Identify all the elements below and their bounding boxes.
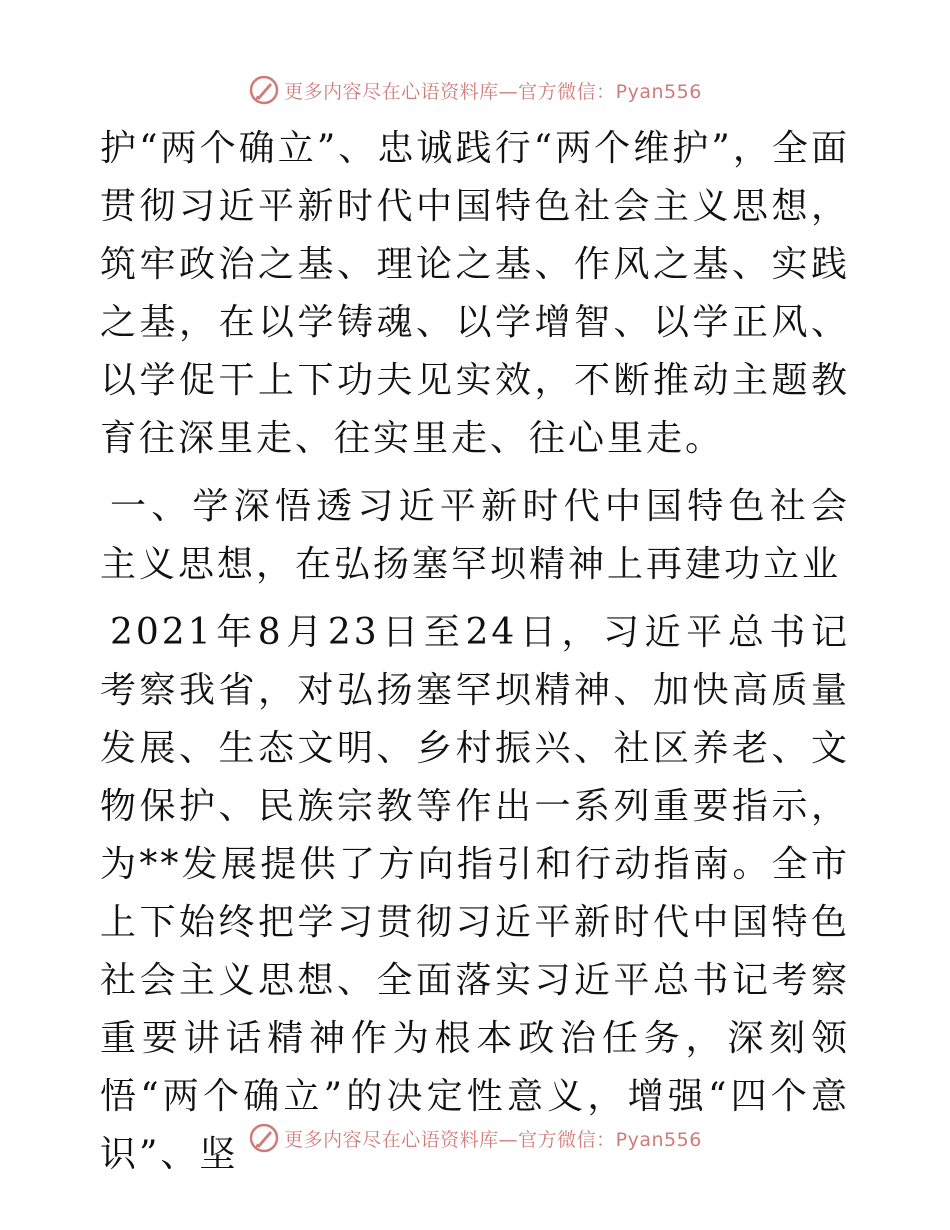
document-body <box>100 120 850 1184</box>
watermark-text: 更多内容尽在心语资料库—官方微信：Pyan556 <box>284 1128 702 1151</box>
quill-pen-logo-icon <box>248 1122 280 1154</box>
footer-watermark <box>0 1118 950 1158</box>
section-heading: 一、学深悟透习近平新时代中国特色社会主义思想，在弘扬塞罕坝精神上再建功立业 <box>100 486 850 585</box>
header-watermark <box>0 70 950 110</box>
quill-pen-logo-icon <box>248 74 280 106</box>
watermark-text: 更多内容尽在心语资料库—官方微信：Pyan556 <box>284 80 702 103</box>
paragraph-continued: 护“两个确立”、忠诚践行“两个维护”，全面贯彻习近平新时代中国特色社会主义思想，筑牢政治之基、理论之基、作风之基、实践之基，在以学铸魂、以学增智、以学正风、以学促干上下功夫见实效，不断推动主题教育往深里走、往实里走、往心里走。 <box>100 128 850 459</box>
paragraph-body: 2021年8月23日至24日，习近平总书记考察我省，对弘扬塞罕坝精神、加快高质量发展、生态文明、乡村振兴、社区养老、文物保护、民族宗教等作出一系列重要指示，为**发展提供了方向指引和行动指南。全市上下始终把学习贯彻习近平新时代中国特色社会主义思想、全面落实习近平总书记考察重要讲话精神作为根本政治任务，深刻领悟“两个确立”的决定性意义，增强“四个意识”、坚 <box>100 612 850 1175</box>
